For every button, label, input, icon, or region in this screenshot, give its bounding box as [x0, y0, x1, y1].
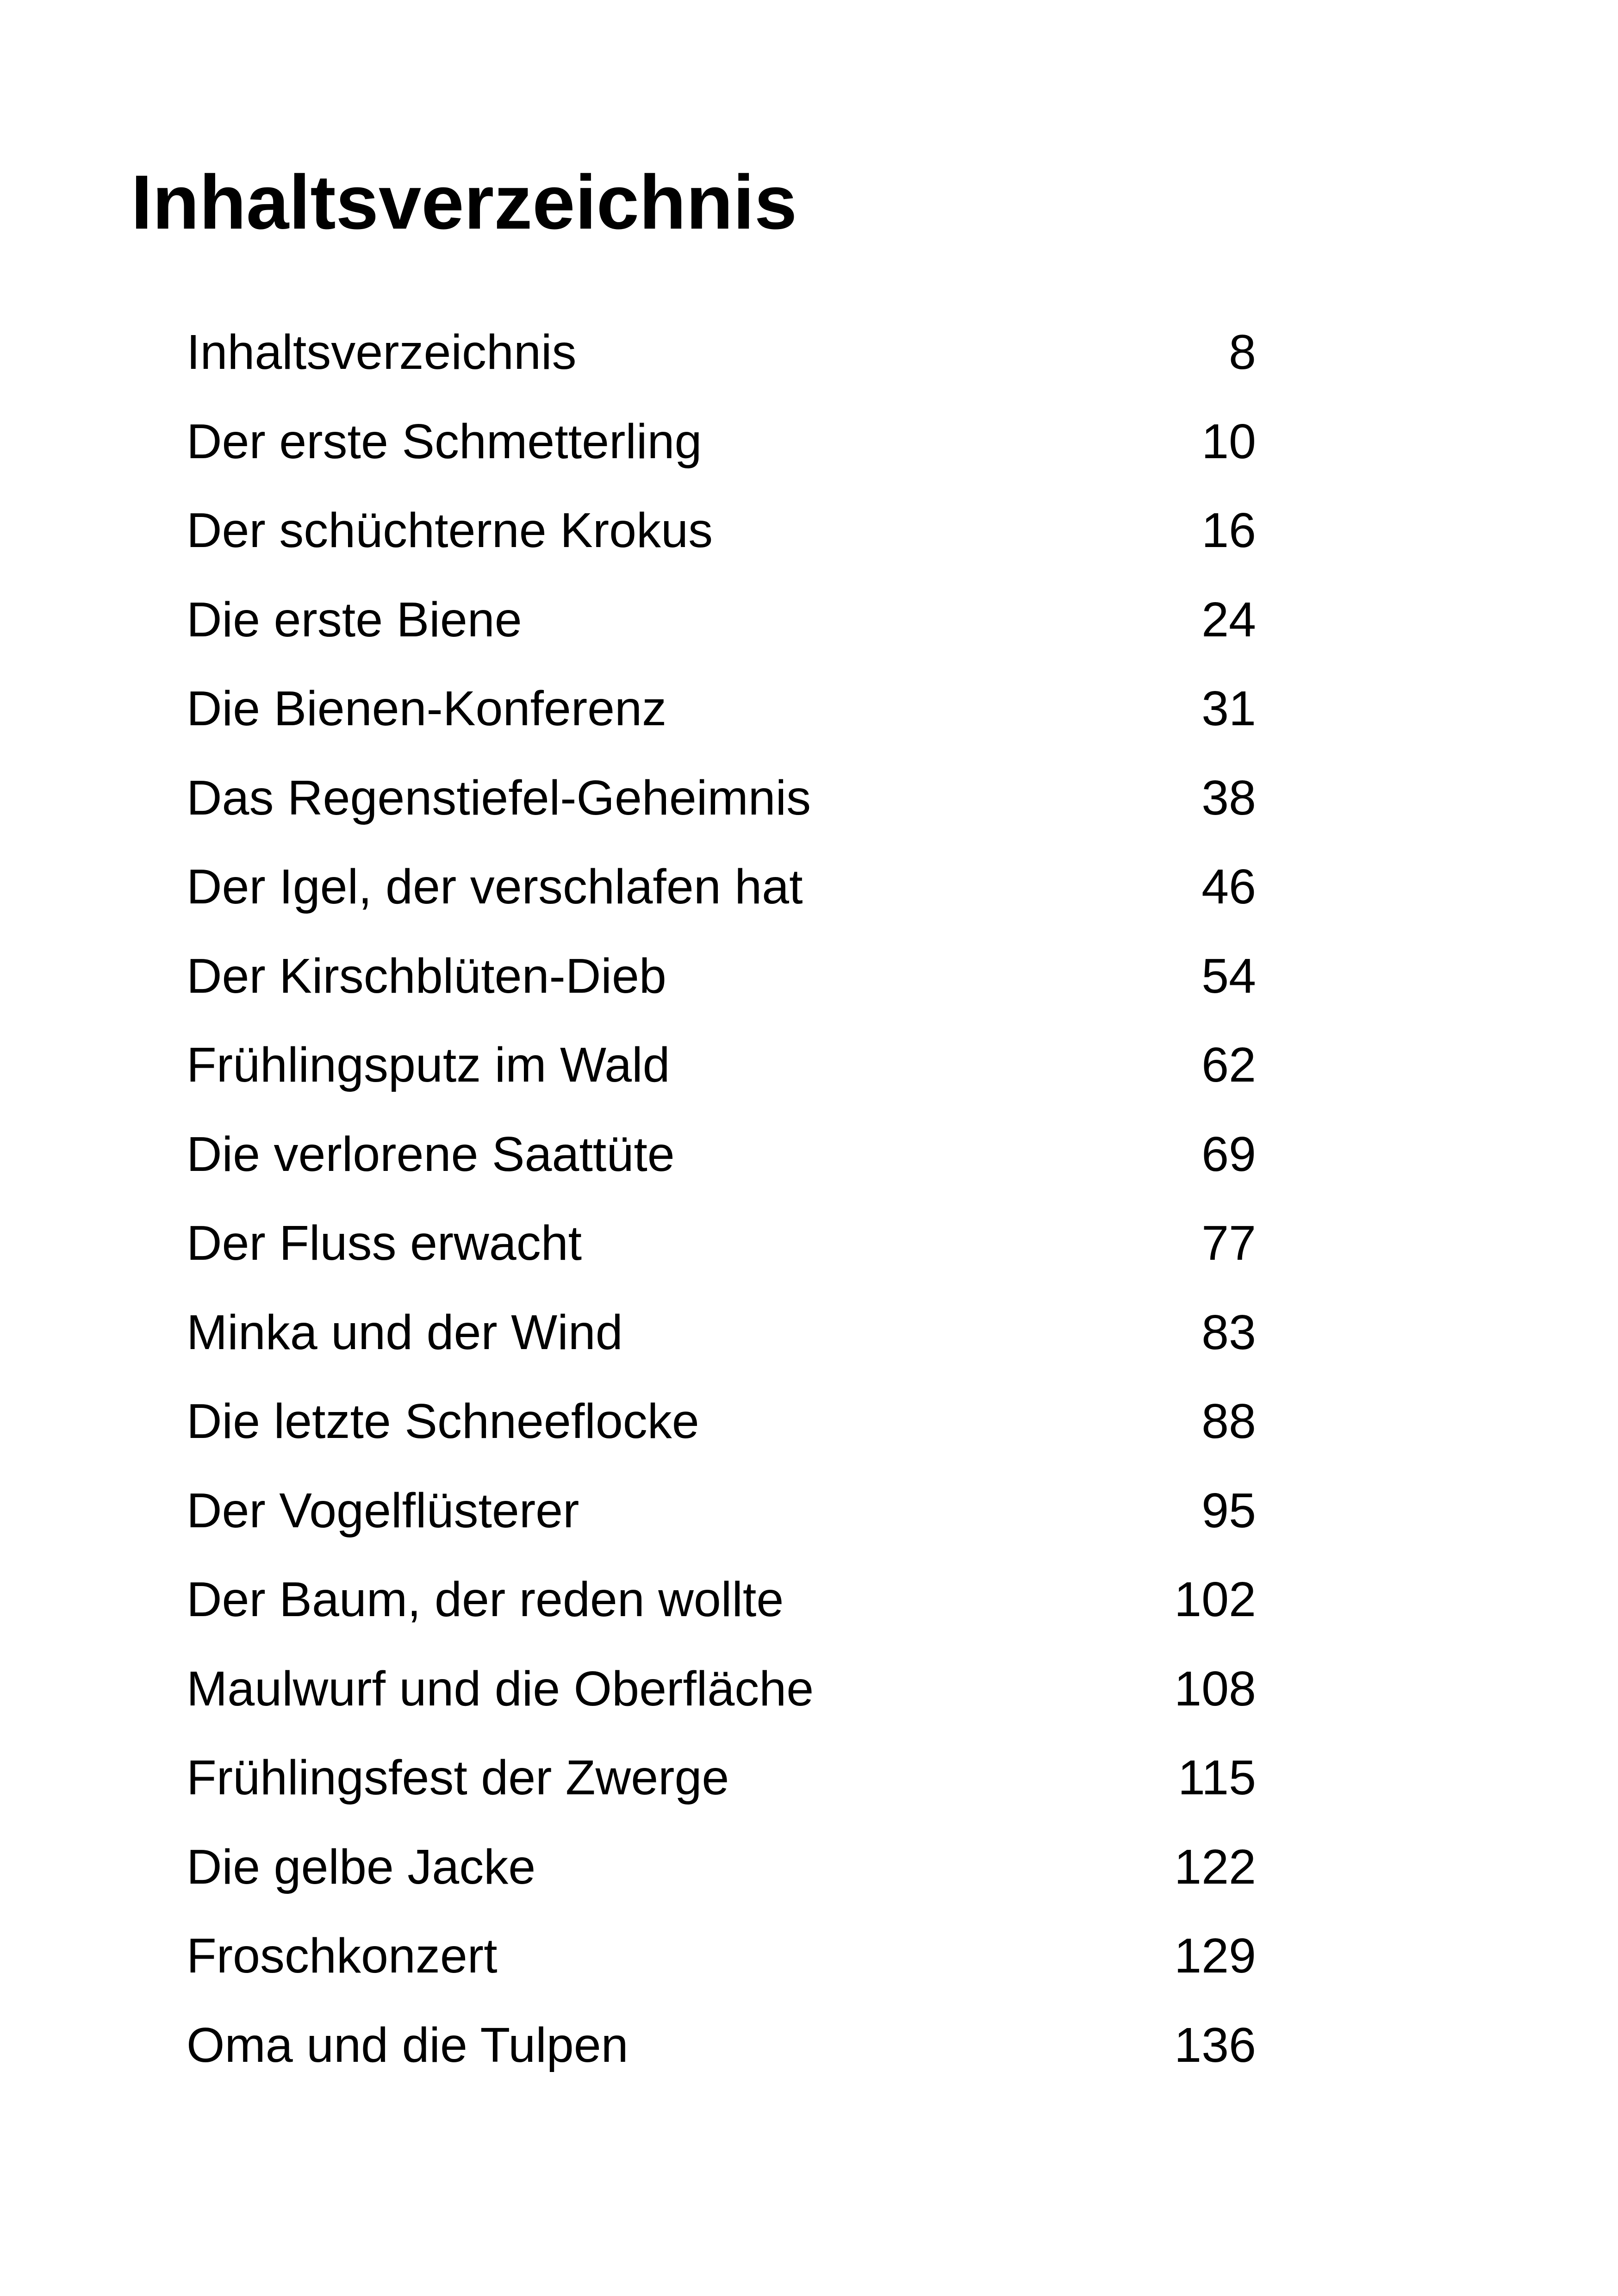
toc-entry — [187, 1733, 1256, 1823]
toc-entry-title: Der erste Schmetterling — [187, 414, 702, 469]
toc-entry — [187, 932, 1256, 1021]
toc-entry-title: Das Regenstiefel-Geheimnis — [187, 770, 811, 825]
toc-entry-page-number: 16 — [1201, 503, 1256, 558]
toc-entry-title: Inhaltsverzeichnis — [187, 325, 577, 380]
toc-entry — [187, 1199, 1256, 1288]
toc-entry-title: Frühlingsputz im Wald — [187, 1038, 670, 1092]
toc-entry-title: Die verlorene Saattüte — [187, 1126, 675, 1182]
toc-entry — [187, 486, 1256, 575]
toc-entry-page-number: 136 — [1174, 2017, 1256, 2072]
toc-entry-page-number: 122 — [1174, 1839, 1256, 1894]
toc-entry-page-number: 38 — [1201, 770, 1256, 825]
toc-entry-page-number: 83 — [1201, 1305, 1256, 1360]
toc-entry-title: Der Vogelflüsterer — [187, 1483, 579, 1538]
toc-entry-page-number: 102 — [1174, 1572, 1256, 1627]
toc-entry — [187, 2001, 1256, 2090]
toc-entry-title: Der Kirschblüten-Dieb — [187, 948, 666, 1003]
toc-entry — [187, 397, 1256, 486]
toc-entry-page-number: 10 — [1201, 414, 1256, 469]
toc-entry-page-number: 62 — [1201, 1038, 1256, 1092]
toc-entry — [187, 1288, 1256, 1377]
toc-entry-title: Die gelbe Jacke — [187, 1839, 536, 1894]
toc-entry-title: Minka und der Wind — [187, 1305, 623, 1360]
toc-entry-title: Frühlingsfest der Zwerge — [187, 1750, 729, 1805]
toc-entry — [187, 1911, 1256, 2001]
toc-entry-page-number: 69 — [1201, 1126, 1256, 1182]
page-title: Inhaltsverzeichnis — [131, 160, 797, 245]
toc-entry — [187, 842, 1256, 932]
toc-entry — [187, 1823, 1256, 1912]
table-of-contents — [187, 308, 1256, 2090]
toc-entry — [187, 1466, 1256, 1556]
toc-entry-title: Der Igel, der verschlafen hat — [187, 859, 803, 914]
toc-entry — [187, 664, 1256, 753]
toc-entry-title: Die erste Biene — [187, 592, 522, 647]
toc-entry-page-number: 8 — [1229, 325, 1256, 380]
toc-entry — [187, 308, 1256, 397]
toc-entry-title: Oma und die Tulpen — [187, 2017, 629, 2072]
toc-entry-page-number: 24 — [1201, 592, 1256, 647]
toc-entry — [187, 753, 1256, 843]
toc-entry-page-number: 77 — [1201, 1216, 1256, 1270]
toc-entry-title: Der Baum, der reden wollte — [187, 1572, 784, 1627]
toc-entry-title: Maulwurf und die Oberfläche — [187, 1661, 814, 1716]
toc-entry — [187, 575, 1256, 665]
toc-entry-page-number: 88 — [1201, 1394, 1256, 1449]
toc-entry-page-number: 54 — [1201, 948, 1256, 1003]
toc-entry — [187, 1020, 1256, 1110]
toc-entry-title: Die Bienen-Konferenz — [187, 681, 667, 736]
toc-entry — [187, 1110, 1256, 1199]
toc-entry-page-number: 129 — [1174, 1929, 1256, 1983]
toc-entry-page-number: 115 — [1178, 1750, 1256, 1805]
toc-entry — [187, 1555, 1256, 1644]
toc-entry-page-number: 95 — [1201, 1483, 1256, 1538]
toc-entry-title: Der Fluss erwacht — [187, 1216, 582, 1270]
toc-entry — [187, 1377, 1256, 1466]
toc-entry-page-number: 46 — [1201, 859, 1256, 914]
toc-entry-title: Die letzte Schneeflocke — [187, 1394, 699, 1449]
toc-entry-page-number: 31 — [1201, 681, 1256, 736]
toc-entry — [187, 1644, 1256, 1734]
toc-entry-title: Der schüchterne Krokus — [187, 503, 713, 558]
toc-entry-title: Froschkonzert — [187, 1929, 498, 1983]
toc-entry-page-number: 108 — [1174, 1661, 1256, 1716]
